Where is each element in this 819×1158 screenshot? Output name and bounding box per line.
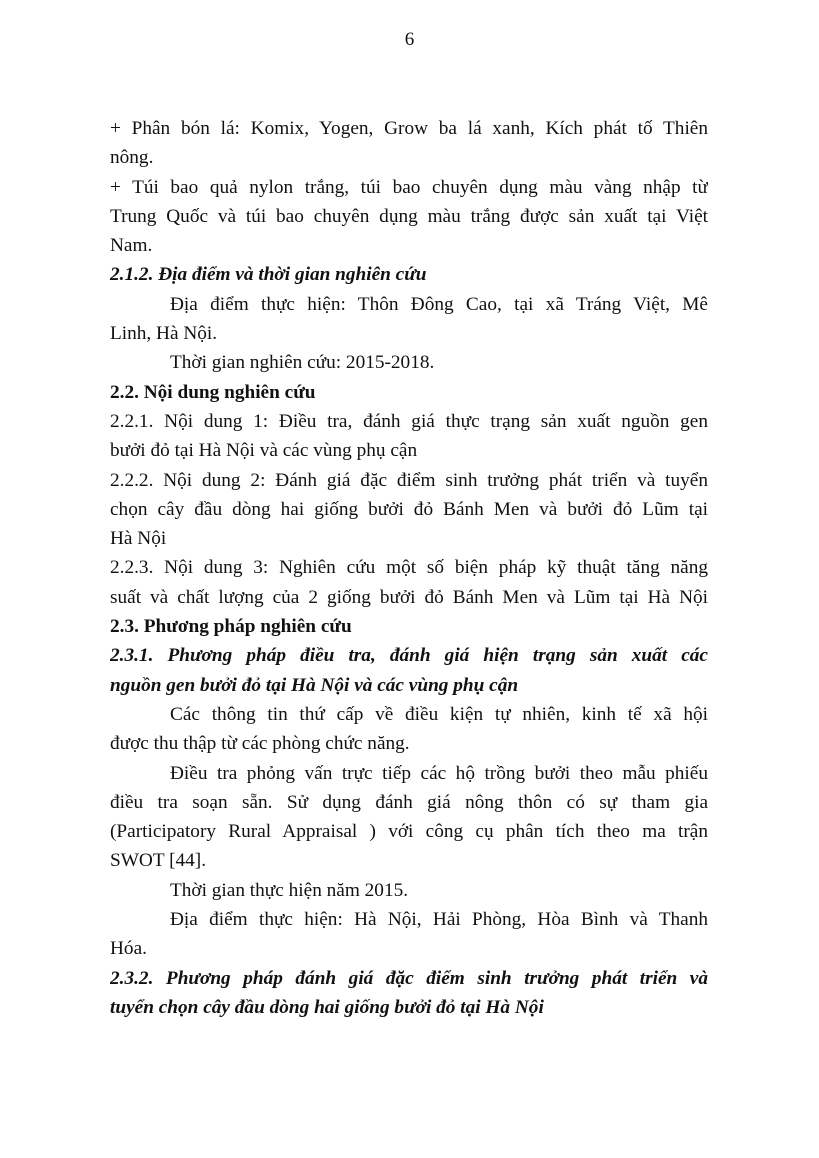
paragraph-line: điều tra soạn sẵn. Sử dụng đánh giá nông thôn có sự tham gia xyxy=(110,791,708,813)
section-heading-2-2: 2.2. Nội dung nghiên cứu xyxy=(110,381,316,403)
paragraph-line: Thời gian thực hiện năm 2015. xyxy=(170,879,409,901)
paragraph-line: Điều tra phỏng vấn trực tiếp các hộ trồng bưởi theo mẫu phiếu xyxy=(170,762,708,784)
paragraph-line: Trung Quốc và túi bao chuyên dụng màu trắng được sản xuất tại Việt xyxy=(110,205,708,227)
section-heading-2-1-2: 2.1.2. Địa điểm và thời gian nghiên cứu xyxy=(110,264,427,286)
paragraph-line: SWOT [44]. xyxy=(110,850,207,872)
paragraph-line: bưởi đỏ tại Hà Nội và các vùng phụ cận xyxy=(110,440,418,462)
paragraph-line: Địa điểm thực hiện: Hà Nội, Hải Phòng, Hòa Bình và Thanh xyxy=(170,909,708,931)
paragraph-line: Thời gian nghiên cứu: 2015-2018. xyxy=(170,352,435,374)
paragraph-line: 2.2.3. Nội dung 3: Nghiên cứu một số biện pháp kỹ thuật tăng năng xyxy=(110,557,708,579)
paragraph-line: Các thông tin thứ cấp về điều kiện tự nhiên, kinh tế xã hội xyxy=(170,703,708,725)
paragraph-line: 2.2.2. Nội dung 2: Đánh giá đặc điểm sinh trưởng phát triển và tuyển xyxy=(110,469,708,491)
section-heading-2-3-1: 2.3.1. Phương pháp điều tra, đánh giá hiện trạng sản xuất các xyxy=(110,645,708,667)
section-heading-2-3-1-cont: nguồn gen bưởi đỏ tại Hà Nội và các vùng phụ cận xyxy=(110,674,519,696)
section-heading-2-3-2: 2.3.2. Phương pháp đánh giá đặc điểm sinh trưởng phát triển và xyxy=(110,967,708,989)
paragraph-line: (Participatory Rural Appraisal ) với công cụ phân tích theo ma trận xyxy=(110,821,708,843)
paragraph-line: Linh, Hà Nội. xyxy=(110,323,218,345)
paragraph-line: + Phân bón lá: Komix, Yogen, Grow ba lá xanh, Kích phát tố Thiên xyxy=(110,118,708,139)
paragraph-line: Nam. xyxy=(110,235,153,257)
paragraph-line: được thu thập từ các phòng chức năng. xyxy=(110,733,410,755)
paragraph-line: 2.2.1. Nội dung 1: Điều tra, đánh giá thực trạng sản xuất nguồn gen xyxy=(110,410,708,432)
paragraph-line: Hà Nội xyxy=(110,528,167,550)
page-number: 6 xyxy=(404,29,415,50)
document-body xyxy=(110,114,708,1022)
section-heading-2-3: 2.3. Phương pháp nghiên cứu xyxy=(110,616,352,638)
paragraph-line: nông. xyxy=(110,147,154,169)
paragraph-line: Địa điểm thực hiện: Thôn Đông Cao, tại xã Tráng Việt, Mê xyxy=(170,293,708,315)
paragraph-line: suất và chất lượng của 2 giống bưởi đỏ Bánh Men và Lũm tại Hà Nội xyxy=(110,586,708,608)
paragraph-line: + Túi bao quả nylon trắng, túi bao chuyên dụng màu vàng nhập từ xyxy=(110,176,708,198)
section-heading-2-3-2-cont: tuyển chọn cây đầu dòng hai giống bưởi đỏ tại Hà Nội xyxy=(110,996,544,1018)
paragraph-line: chọn cây đầu dòng hai giống bưởi đỏ Bánh Men và bưởi đỏ Lũm tại xyxy=(110,498,708,520)
paragraph-line: Hóa. xyxy=(110,938,147,960)
